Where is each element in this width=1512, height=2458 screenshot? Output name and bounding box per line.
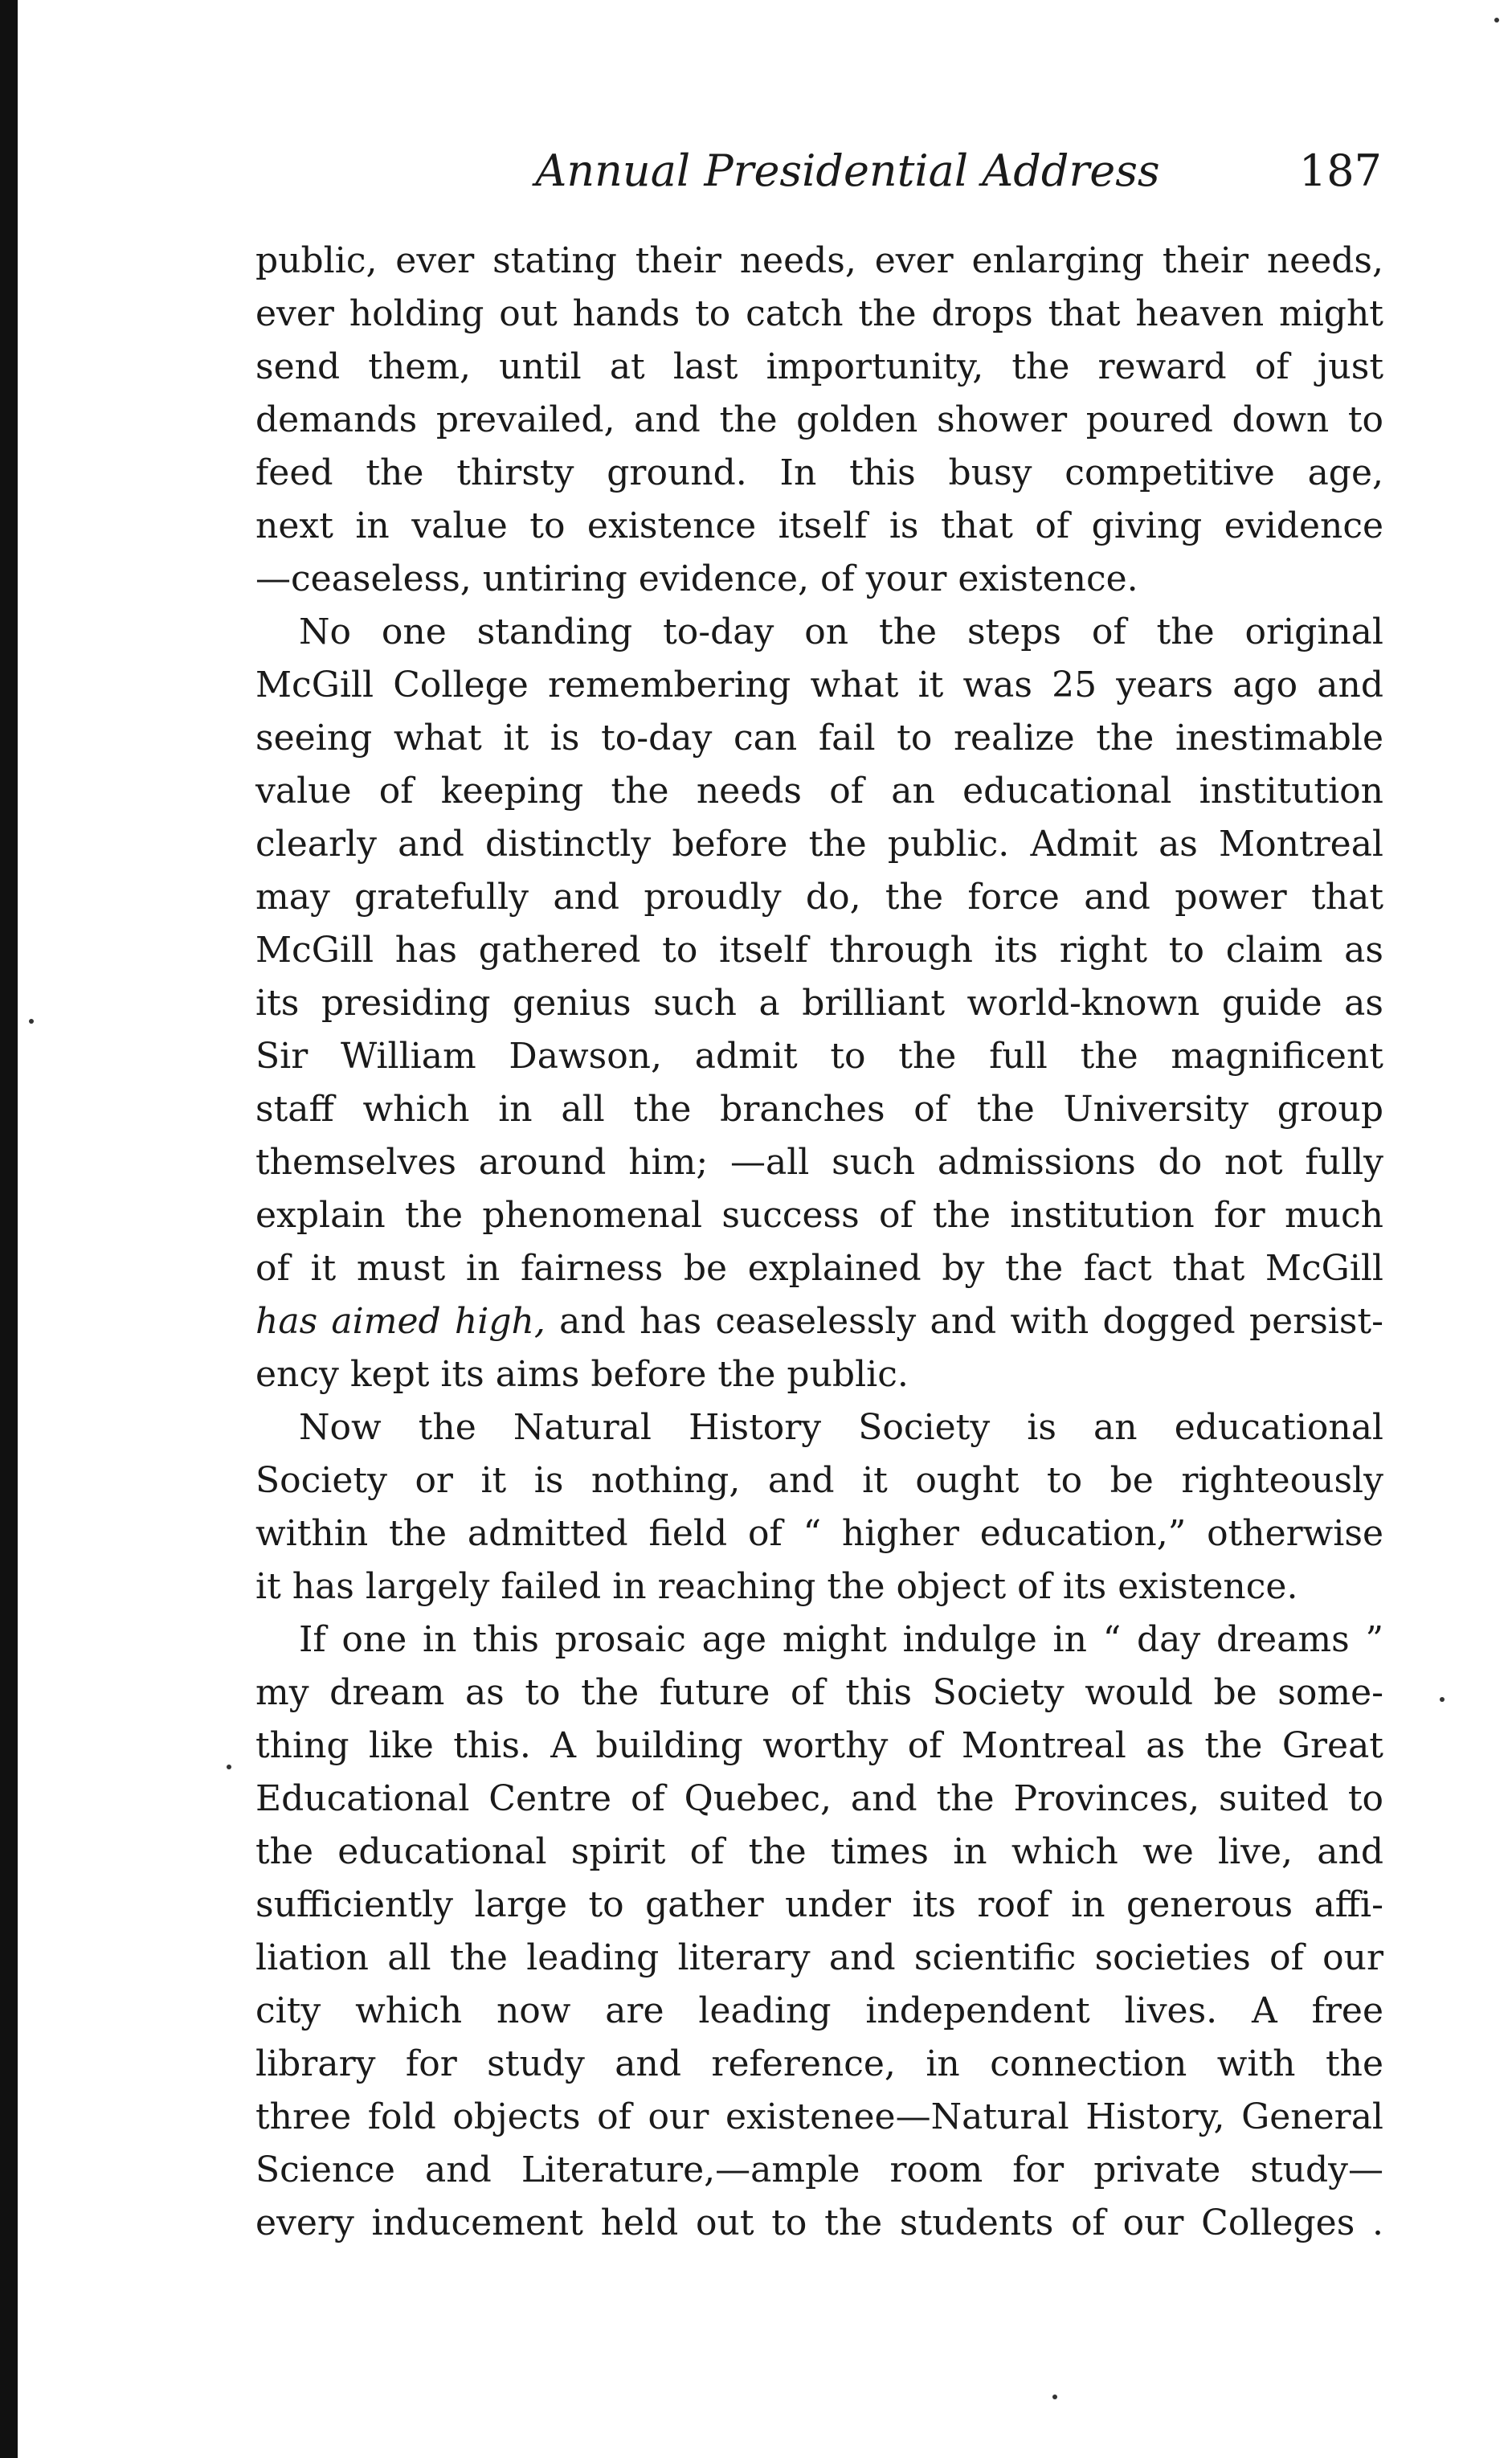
- text-line: its presiding genius such a brilliant world-known guide as: [255, 983, 1383, 1024]
- scan-speck: [29, 1019, 34, 1024]
- text-line: explain the phenomenal success of the institution for much: [255, 1195, 1383, 1236]
- text-line: it has largely failed in reaching the object of its existence.: [255, 1566, 1298, 1607]
- text-line: within the admitted field of “ higher education,” otherwise: [255, 1513, 1383, 1554]
- text-line: three fold objects of our existenee—Natural History, General: [255, 2096, 1383, 2137]
- text-line: feed the thirsty ground. In this busy competitive age,: [255, 452, 1383, 493]
- page-header: [257, 135, 1382, 207]
- text-line: every inducement held out to the students of our Colleges .: [255, 2202, 1383, 2243]
- text-line: —ceaseless, untiring evidence, of your existence.: [255, 558, 1138, 599]
- text-line: next in value to existence itself is that of giving evidence: [255, 505, 1383, 546]
- text-line: McGill College remembering what it was 25 years ago and: [255, 665, 1383, 705]
- text-line: the educational spirit of the times in which we live, and: [255, 1831, 1383, 1872]
- scan-speck: [1052, 2395, 1057, 2399]
- text-line: clearly and distinctly before the public. Admit as Montreal: [255, 824, 1383, 865]
- text-line: McGill has gathered to itself through its right to claim as: [255, 930, 1383, 971]
- text-line: thing like this. A building worthy of Montreal as the Great: [255, 1725, 1383, 1766]
- text-line: of it must in fairness be explained by the fact that McGill: [255, 1248, 1383, 1289]
- scan-speck: [227, 1765, 231, 1769]
- text-line: public, ever stating their needs, ever enlarging their needs,: [255, 240, 1383, 281]
- text-span: and has ceaselessly and with dogged persist-: [545, 1301, 1383, 1342]
- text-line: value of keeping the needs of an educational institution: [255, 771, 1383, 812]
- paragraph-start-line: Now the Natural History Society is an educational: [299, 1407, 1383, 1448]
- paragraph-start-line: If one in this prosaic age might indulge in “ day dreams ”: [299, 1619, 1383, 1660]
- paragraph-start-line: No one standing to-day on the steps of the original: [299, 611, 1383, 652]
- text-line: Educational Centre of Quebec, and the Provinces, suited to: [255, 1778, 1383, 1819]
- text-line: my dream as to the future of this Society would be some-: [255, 1672, 1383, 1713]
- text-line: Science and Literature,—ample room for private study—: [255, 2149, 1383, 2190]
- body-text: [255, 235, 1383, 2250]
- text-line: Sir William Dawson, admit to the full the magnificent: [255, 1036, 1383, 1077]
- scan-speck: [1440, 1697, 1445, 1702]
- text-line: sufficiently large to gather under its roof in generous affi-: [255, 1884, 1383, 1925]
- scan-speck: [1494, 18, 1499, 22]
- text-line: ency kept its aims before the public.: [255, 1354, 909, 1395]
- text-line: demands prevailed, and the golden shower poured down to: [255, 399, 1383, 440]
- text-line: Society or it is nothing, and it ought to be righteously: [255, 1460, 1383, 1501]
- italic-phrase: has aimed high,: [255, 1301, 546, 1342]
- binding-edge: [0, 0, 18, 2458]
- text-line: [255, 1295, 1383, 1348]
- text-line: may gratefully and proudly do, the force and power that: [255, 877, 1383, 918]
- text-line: themselves around him; —all such admissions do not fully: [255, 1142, 1383, 1183]
- text-line: send them, until at last importunity, the reward of just: [255, 346, 1383, 387]
- text-line: ever holding out hands to catch the drops that heaven might: [255, 293, 1383, 334]
- text-line: library for study and reference, in connection with the: [255, 2043, 1383, 2084]
- text-line: seeing what it is to-day can fail to realize the inestimable: [255, 718, 1383, 759]
- running-title: Annual Presidential Address: [535, 145, 1160, 196]
- page-number: 187: [1298, 145, 1382, 196]
- text-line: liation all the leading literary and scientific societies of our: [255, 1937, 1383, 1978]
- text-line: city which now are leading independent lives. A free: [255, 1990, 1383, 2031]
- text-line: staff which in all the branches of the University group: [255, 1089, 1383, 1130]
